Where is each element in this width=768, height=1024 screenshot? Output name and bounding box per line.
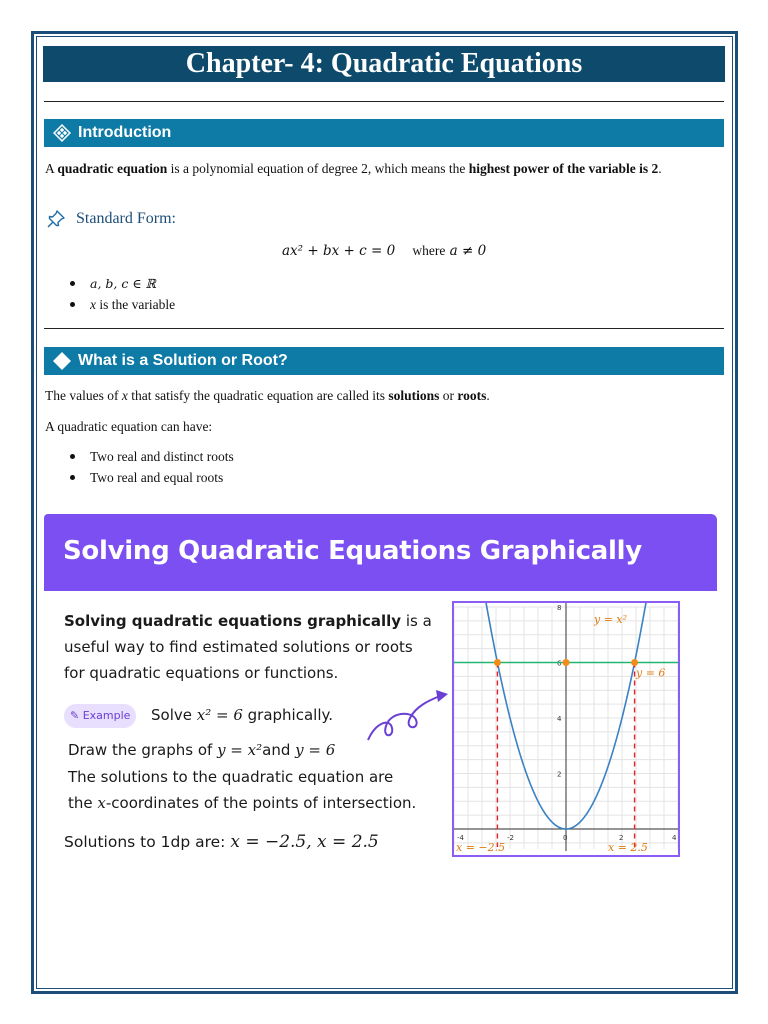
chart-annotation: x = 2.5 xyxy=(608,841,648,854)
intersection-point xyxy=(631,659,638,666)
intersection-point xyxy=(494,659,501,666)
example-badge: ✎ Example xyxy=(64,704,136,728)
y-tick-label: 6 xyxy=(557,659,562,668)
card-text-line: Draw the graphs of y = x²and y = 6 xyxy=(68,741,336,759)
card-text-line: The solutions to the quadratic equation are xyxy=(68,768,394,786)
x-tick-label: -4 xyxy=(457,834,464,842)
solution-paragraph: The values of x that satisfy the quadratic equation are called its solutions or roots. xyxy=(45,388,490,403)
standard-form-heading xyxy=(46,209,176,231)
x-tick-label: -2 xyxy=(507,834,514,842)
solution-paragraph-2: A quadratic equation can have: xyxy=(45,419,213,434)
list-item: Two real and distinct roots xyxy=(68,446,234,467)
curly-arrow-icon xyxy=(364,682,450,744)
list-item: x is the variable xyxy=(68,294,175,315)
x-tick-label: 4 xyxy=(672,834,677,842)
card-text-line: for quadratic equations or functions. xyxy=(64,664,339,682)
chapter-title: Chapter- 4: Quadratic Equations xyxy=(43,46,725,82)
intro-paragraph: A quadratic equation is a polynomial equation of degree 2, which means the highest power of the variable is 2. xyxy=(45,161,662,176)
y-tick-label: 8 xyxy=(557,604,562,612)
intro-bullet-list xyxy=(68,273,175,315)
y-tick-label: 2 xyxy=(557,770,562,779)
divider xyxy=(44,101,724,102)
y-tick-label: 4 xyxy=(557,715,562,723)
card-title: Solving Quadratic Equations Graphically xyxy=(63,536,642,566)
list-item: a, b, c ∈ ℝ xyxy=(68,273,175,294)
diamond-icon xyxy=(52,123,72,143)
divider xyxy=(44,328,724,329)
card-text-line: Solving quadratic equations graphically is a xyxy=(64,612,432,630)
x-tick-label: 0 xyxy=(563,834,568,842)
chart-annotation: y = x² xyxy=(594,613,628,626)
quadratic-graph xyxy=(452,601,680,857)
section-heading-label: Introduction xyxy=(78,124,172,141)
standard-form-label: Standard Form: xyxy=(76,210,176,227)
x-tick-label: 2 xyxy=(619,834,624,842)
intersection-point xyxy=(563,659,570,666)
chart-annotation: x = −2.5 xyxy=(456,841,506,854)
list-item: Two real and equal roots xyxy=(68,467,234,488)
diamond-icon xyxy=(52,351,72,371)
card-text-line: Solutions to 1dp are: x = −2.5, x = 2.5 xyxy=(64,832,379,852)
graphing-illustration xyxy=(44,514,717,858)
card-text-line: the x-coordinates of the points of intersection. xyxy=(68,794,417,812)
card-text-line: Solve x² = 6 graphically. xyxy=(151,706,333,724)
pushpin-icon xyxy=(46,209,66,229)
card-header xyxy=(44,514,717,591)
roots-bullet-list xyxy=(68,446,234,488)
chart-annotation: y = 6 xyxy=(636,666,666,680)
section-heading-label: What is a Solution or Root? xyxy=(78,352,288,369)
card-text-line: useful way to find estimated solutions or roots xyxy=(64,638,413,656)
section-heading-introduction xyxy=(44,119,724,147)
section-heading-solution xyxy=(44,347,724,375)
pencil-icon: ✎ xyxy=(70,709,80,722)
chart-canvas xyxy=(454,603,678,855)
standard-form-equation: ax² + bx + c = 0 where a ≠ 0 xyxy=(282,243,487,259)
